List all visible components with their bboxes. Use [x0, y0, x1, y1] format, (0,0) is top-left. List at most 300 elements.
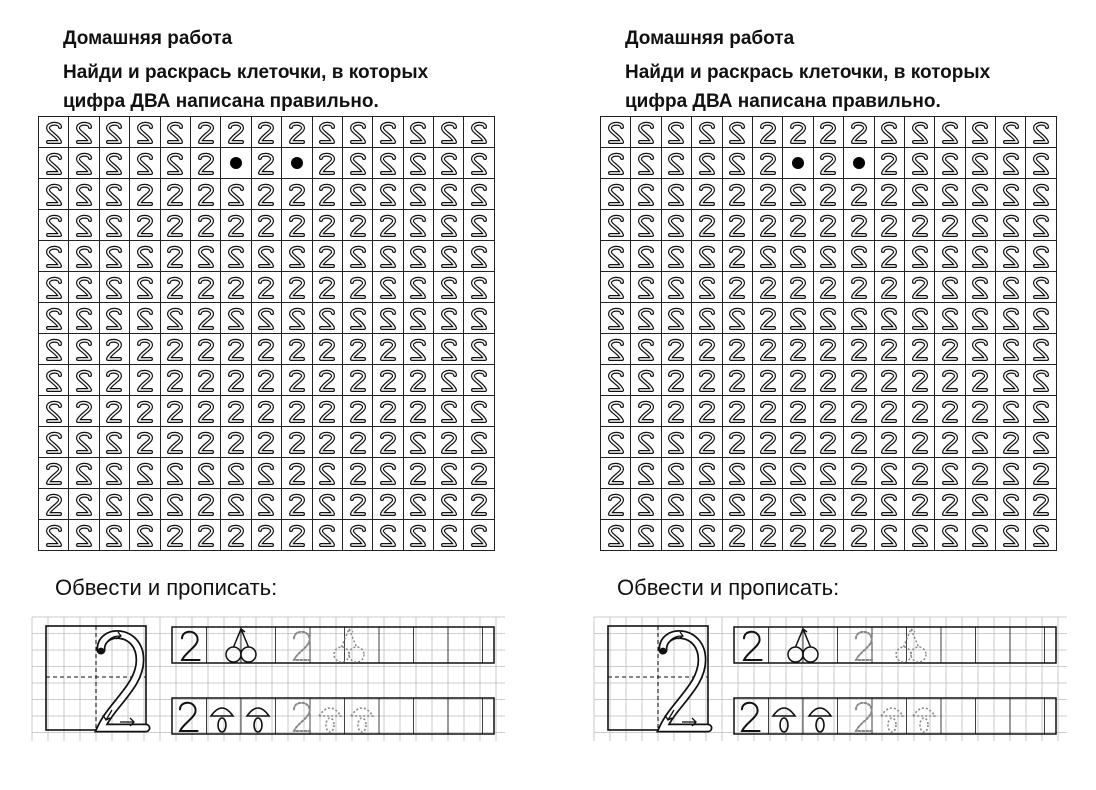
correct-two-cell[interactable]: [844, 117, 874, 148]
correct-two-cell[interactable]: [282, 117, 312, 148]
correct-two-cell[interactable]: [191, 489, 221, 520]
mirrored-two-cell[interactable]: [404, 272, 434, 303]
correct-two-cell[interactable]: [313, 272, 343, 303]
correct-two-cell[interactable]: [814, 179, 844, 210]
mirrored-two-cell[interactable]: [343, 148, 373, 179]
mirrored-two-cell[interactable]: [875, 458, 905, 489]
correct-two-cell[interactable]: [905, 458, 935, 489]
mirrored-two-cell[interactable]: [966, 117, 996, 148]
correct-two-cell[interactable]: [100, 365, 130, 396]
correct-two-cell[interactable]: [161, 272, 191, 303]
mirrored-two-cell[interactable]: [464, 396, 494, 427]
mirrored-two-cell[interactable]: [373, 520, 403, 551]
correct-two-cell[interactable]: [313, 365, 343, 396]
correct-two-cell[interactable]: [935, 365, 965, 396]
mirrored-two-cell[interactable]: [601, 241, 631, 272]
mirrored-two-cell[interactable]: [404, 241, 434, 272]
correct-two-cell[interactable]: [191, 427, 221, 458]
mirrored-two-cell[interactable]: [39, 210, 69, 241]
mirrored-two-cell[interactable]: [631, 458, 661, 489]
correct-two-cell[interactable]: [844, 489, 874, 520]
correct-two-cell[interactable]: [343, 365, 373, 396]
dot-cell[interactable]: [282, 148, 312, 179]
mirrored-two-cell[interactable]: [723, 489, 753, 520]
mirrored-two-cell[interactable]: [434, 520, 464, 551]
big-tracing-two[interactable]: [663, 635, 708, 728]
correct-two-cell[interactable]: [221, 396, 251, 427]
mirrored-two-cell[interactable]: [631, 365, 661, 396]
correct-two-cell[interactable]: [966, 396, 996, 427]
mirrored-two-cell[interactable]: [434, 489, 464, 520]
correct-two-cell[interactable]: [662, 365, 692, 396]
mirrored-two-cell[interactable]: [100, 179, 130, 210]
mirrored-two-cell[interactable]: [313, 489, 343, 520]
correct-two-cell[interactable]: [753, 396, 783, 427]
correct-two-cell[interactable]: [130, 334, 160, 365]
mirrored-two-cell[interactable]: [844, 303, 874, 334]
correct-two-cell[interactable]: [191, 210, 221, 241]
correct-two-cell[interactable]: [282, 365, 312, 396]
mirrored-two-cell[interactable]: [1026, 210, 1056, 241]
correct-two-cell[interactable]: [343, 334, 373, 365]
mirrored-two-cell[interactable]: [434, 179, 464, 210]
mirrored-two-cell[interactable]: [601, 365, 631, 396]
correct-two-cell[interactable]: [875, 272, 905, 303]
correct-two-cell[interactable]: [404, 396, 434, 427]
mirrored-two-cell[interactable]: [130, 489, 160, 520]
mirrored-two-cell[interactable]: [252, 303, 282, 334]
mirrored-two-cell[interactable]: [404, 303, 434, 334]
mirrored-two-cell[interactable]: [935, 241, 965, 272]
mirrored-two-cell[interactable]: [753, 458, 783, 489]
mirrored-two-cell[interactable]: [966, 241, 996, 272]
mirrored-two-cell[interactable]: [100, 148, 130, 179]
mirrored-two-cell[interactable]: [404, 489, 434, 520]
mirrored-two-cell[interactable]: [221, 303, 251, 334]
correct-two-cell[interactable]: [783, 117, 813, 148]
mirrored-two-cell[interactable]: [464, 334, 494, 365]
mirrored-two-cell[interactable]: [130, 241, 160, 272]
mirrored-two-cell[interactable]: [404, 334, 434, 365]
correct-two-cell[interactable]: [875, 148, 905, 179]
mirrored-two-cell[interactable]: [996, 365, 1026, 396]
mirrored-two-cell[interactable]: [631, 427, 661, 458]
mirrored-two-cell[interactable]: [343, 117, 373, 148]
mirrored-two-cell[interactable]: [1026, 303, 1056, 334]
correct-two-cell[interactable]: [723, 520, 753, 551]
mirrored-two-cell[interactable]: [783, 489, 813, 520]
mirrored-two-cell[interactable]: [844, 241, 874, 272]
mirrored-two-cell[interactable]: [662, 303, 692, 334]
correct-two-cell[interactable]: [1026, 489, 1056, 520]
correct-two-cell[interactable]: [161, 427, 191, 458]
mirrored-two-cell[interactable]: [130, 520, 160, 551]
mirrored-two-cell[interactable]: [39, 179, 69, 210]
correct-two-cell[interactable]: [783, 520, 813, 551]
mirrored-two-cell[interactable]: [1026, 334, 1056, 365]
mirrored-two-cell[interactable]: [373, 179, 403, 210]
mirrored-two-cell[interactable]: [601, 272, 631, 303]
correct-two-cell[interactable]: [723, 334, 753, 365]
correct-two-cell[interactable]: [723, 210, 753, 241]
mirrored-two-cell[interactable]: [692, 117, 722, 148]
mirrored-two-cell[interactable]: [631, 148, 661, 179]
correct-two-cell[interactable]: [282, 458, 312, 489]
mirrored-two-cell[interactable]: [996, 303, 1026, 334]
correct-two-cell[interactable]: [601, 458, 631, 489]
mirrored-two-cell[interactable]: [935, 520, 965, 551]
correct-two-cell[interactable]: [905, 334, 935, 365]
mirrored-two-cell[interactable]: [373, 241, 403, 272]
mirrored-two-cell[interactable]: [1026, 427, 1056, 458]
mirrored-two-cell[interactable]: [601, 303, 631, 334]
correct-two-cell[interactable]: [662, 396, 692, 427]
mirrored-two-cell[interactable]: [464, 179, 494, 210]
mirrored-two-cell[interactable]: [313, 520, 343, 551]
correct-two-cell[interactable]: [814, 427, 844, 458]
mirrored-two-cell[interactable]: [39, 396, 69, 427]
correct-two-cell[interactable]: [996, 427, 1026, 458]
correct-two-cell[interactable]: [875, 365, 905, 396]
correct-two-cell[interactable]: [844, 210, 874, 241]
mirrored-two-cell[interactable]: [434, 458, 464, 489]
mirrored-two-cell[interactable]: [39, 334, 69, 365]
mirrored-two-cell[interactable]: [191, 458, 221, 489]
mirrored-two-cell[interactable]: [662, 179, 692, 210]
mirrored-two-cell[interactable]: [39, 303, 69, 334]
mirrored-two-cell[interactable]: [631, 210, 661, 241]
correct-two-cell[interactable]: [252, 117, 282, 148]
mirrored-two-cell[interactable]: [69, 117, 99, 148]
mirrored-two-cell[interactable]: [221, 489, 251, 520]
correct-two-cell[interactable]: [221, 334, 251, 365]
correct-two-cell[interactable]: [221, 117, 251, 148]
mirrored-two-cell[interactable]: [221, 458, 251, 489]
correct-two-cell[interactable]: [313, 427, 343, 458]
mirrored-two-cell[interactable]: [814, 241, 844, 272]
correct-two-cell[interactable]: [935, 210, 965, 241]
mirrored-two-cell[interactable]: [39, 272, 69, 303]
mirrored-two-cell[interactable]: [221, 241, 251, 272]
mirrored-two-cell[interactable]: [343, 179, 373, 210]
mirrored-two-cell[interactable]: [905, 117, 935, 148]
mirrored-two-cell[interactable]: [1026, 396, 1056, 427]
correct-two-cell[interactable]: [39, 489, 69, 520]
correct-two-cell[interactable]: [373, 427, 403, 458]
correct-two-cell[interactable]: [723, 241, 753, 272]
mirrored-two-cell[interactable]: [966, 520, 996, 551]
correct-two-cell[interactable]: [875, 179, 905, 210]
mirrored-two-cell[interactable]: [601, 117, 631, 148]
mirrored-two-cell[interactable]: [905, 148, 935, 179]
correct-two-cell[interactable]: [723, 272, 753, 303]
correct-two-cell[interactable]: [161, 210, 191, 241]
mirrored-two-cell[interactable]: [161, 117, 191, 148]
mirrored-two-cell[interactable]: [631, 241, 661, 272]
mirrored-two-cell[interactable]: [723, 148, 753, 179]
mirrored-two-cell[interactable]: [905, 241, 935, 272]
correct-two-cell[interactable]: [191, 179, 221, 210]
mirrored-two-cell[interactable]: [875, 520, 905, 551]
mirrored-two-cell[interactable]: [404, 520, 434, 551]
mirrored-two-cell[interactable]: [373, 303, 403, 334]
correct-two-cell[interactable]: [282, 396, 312, 427]
correct-two-cell[interactable]: [935, 334, 965, 365]
correct-two-cell[interactable]: [343, 272, 373, 303]
correct-two-cell[interactable]: [252, 272, 282, 303]
mirrored-two-cell[interactable]: [100, 520, 130, 551]
correct-two-cell[interactable]: [313, 210, 343, 241]
correct-two-cell[interactable]: [130, 427, 160, 458]
mirrored-two-cell[interactable]: [631, 303, 661, 334]
correct-two-cell[interactable]: [753, 210, 783, 241]
correct-two-cell[interactable]: [814, 520, 844, 551]
mirrored-two-cell[interactable]: [69, 241, 99, 272]
mirrored-two-cell[interactable]: [692, 520, 722, 551]
mirrored-two-cell[interactable]: [100, 272, 130, 303]
mirrored-two-cell[interactable]: [662, 489, 692, 520]
mirrored-two-cell[interactable]: [814, 303, 844, 334]
mirrored-two-cell[interactable]: [692, 458, 722, 489]
dot-cell[interactable]: [844, 148, 874, 179]
mirrored-two-cell[interactable]: [1026, 520, 1056, 551]
mirrored-two-cell[interactable]: [434, 210, 464, 241]
mirrored-two-cell[interactable]: [434, 241, 464, 272]
correct-two-cell[interactable]: [404, 365, 434, 396]
mirrored-two-cell[interactable]: [404, 148, 434, 179]
correct-two-cell[interactable]: [753, 520, 783, 551]
mirrored-two-cell[interactable]: [39, 117, 69, 148]
mirrored-two-cell[interactable]: [875, 117, 905, 148]
mirrored-two-cell[interactable]: [662, 148, 692, 179]
correct-two-cell[interactable]: [692, 396, 722, 427]
mirrored-two-cell[interactable]: [723, 303, 753, 334]
mirrored-two-cell[interactable]: [631, 489, 661, 520]
mirrored-two-cell[interactable]: [783, 241, 813, 272]
mirrored-two-cell[interactable]: [996, 489, 1026, 520]
correct-two-cell[interactable]: [631, 396, 661, 427]
correct-two-cell[interactable]: [723, 179, 753, 210]
correct-two-cell[interactable]: [282, 427, 312, 458]
correct-two-cell[interactable]: [783, 427, 813, 458]
correct-two-cell[interactable]: [464, 458, 494, 489]
correct-two-cell[interactable]: [783, 365, 813, 396]
mirrored-two-cell[interactable]: [692, 489, 722, 520]
mirrored-two-cell[interactable]: [434, 334, 464, 365]
correct-two-cell[interactable]: [753, 179, 783, 210]
mirrored-two-cell[interactable]: [464, 210, 494, 241]
mirrored-two-cell[interactable]: [69, 272, 99, 303]
mirrored-two-cell[interactable]: [69, 427, 99, 458]
correct-two-cell[interactable]: [373, 210, 403, 241]
correct-two-cell[interactable]: [313, 334, 343, 365]
correct-two-cell[interactable]: [753, 303, 783, 334]
correct-two-cell[interactable]: [191, 334, 221, 365]
correct-two-cell[interactable]: [373, 334, 403, 365]
correct-two-cell[interactable]: [783, 210, 813, 241]
correct-two-cell[interactable]: [343, 489, 373, 520]
correct-two-cell[interactable]: [282, 179, 312, 210]
mirrored-two-cell[interactable]: [39, 241, 69, 272]
mirrored-two-cell[interactable]: [935, 458, 965, 489]
mirrored-two-cell[interactable]: [631, 520, 661, 551]
correct-two-cell[interactable]: [783, 396, 813, 427]
correct-two-cell[interactable]: [844, 458, 874, 489]
mirrored-two-cell[interactable]: [464, 148, 494, 179]
mirrored-two-cell[interactable]: [631, 117, 661, 148]
mirrored-two-cell[interactable]: [252, 458, 282, 489]
correct-two-cell[interactable]: [905, 365, 935, 396]
correct-two-cell[interactable]: [905, 489, 935, 520]
correct-two-cell[interactable]: [343, 427, 373, 458]
mirrored-two-cell[interactable]: [966, 210, 996, 241]
mirrored-two-cell[interactable]: [814, 489, 844, 520]
correct-two-cell[interactable]: [39, 458, 69, 489]
mirrored-two-cell[interactable]: [282, 241, 312, 272]
mirrored-two-cell[interactable]: [996, 117, 1026, 148]
correct-two-cell[interactable]: [69, 396, 99, 427]
mirrored-two-cell[interactable]: [464, 427, 494, 458]
mirrored-two-cell[interactable]: [313, 117, 343, 148]
mirrored-two-cell[interactable]: [191, 241, 221, 272]
mirrored-two-cell[interactable]: [161, 148, 191, 179]
correct-two-cell[interactable]: [753, 427, 783, 458]
mirrored-two-cell[interactable]: [1026, 241, 1056, 272]
correct-two-cell[interactable]: [601, 489, 631, 520]
big-tracing-two[interactable]: [101, 635, 146, 728]
mirrored-two-cell[interactable]: [404, 179, 434, 210]
mirrored-two-cell[interactable]: [814, 458, 844, 489]
mirrored-two-cell[interactable]: [69, 365, 99, 396]
mirrored-two-cell[interactable]: [39, 365, 69, 396]
mirrored-two-cell[interactable]: [100, 210, 130, 241]
mirrored-two-cell[interactable]: [130, 117, 160, 148]
correct-two-cell[interactable]: [723, 396, 753, 427]
correct-two-cell[interactable]: [844, 427, 874, 458]
mirrored-two-cell[interactable]: [404, 210, 434, 241]
correct-two-cell[interactable]: [905, 272, 935, 303]
mirrored-two-cell[interactable]: [1026, 179, 1056, 210]
mirrored-two-cell[interactable]: [601, 179, 631, 210]
correct-two-cell[interactable]: [282, 334, 312, 365]
mirrored-two-cell[interactable]: [130, 458, 160, 489]
correct-two-cell[interactable]: [875, 334, 905, 365]
mirrored-two-cell[interactable]: [601, 427, 631, 458]
correct-two-cell[interactable]: [252, 179, 282, 210]
correct-two-cell[interactable]: [753, 148, 783, 179]
mirrored-two-cell[interactable]: [996, 148, 1026, 179]
mirrored-two-cell[interactable]: [434, 303, 464, 334]
correct-two-cell[interactable]: [844, 272, 874, 303]
mirrored-two-cell[interactable]: [723, 117, 753, 148]
mirrored-two-cell[interactable]: [69, 303, 99, 334]
mirrored-two-cell[interactable]: [753, 241, 783, 272]
correct-two-cell[interactable]: [161, 334, 191, 365]
mirrored-two-cell[interactable]: [783, 303, 813, 334]
correct-two-cell[interactable]: [434, 427, 464, 458]
correct-two-cell[interactable]: [844, 365, 874, 396]
mirrored-two-cell[interactable]: [601, 520, 631, 551]
correct-two-cell[interactable]: [966, 365, 996, 396]
correct-two-cell[interactable]: [191, 365, 221, 396]
mirrored-two-cell[interactable]: [464, 520, 494, 551]
mirrored-two-cell[interactable]: [996, 396, 1026, 427]
mirrored-two-cell[interactable]: [343, 303, 373, 334]
mirrored-two-cell[interactable]: [100, 489, 130, 520]
mirrored-two-cell[interactable]: [723, 458, 753, 489]
mirrored-two-cell[interactable]: [601, 396, 631, 427]
correct-two-cell[interactable]: [905, 210, 935, 241]
mirrored-two-cell[interactable]: [662, 117, 692, 148]
mirrored-two-cell[interactable]: [373, 458, 403, 489]
correct-two-cell[interactable]: [753, 489, 783, 520]
dot-cell[interactable]: [783, 148, 813, 179]
correct-two-cell[interactable]: [935, 489, 965, 520]
mirrored-two-cell[interactable]: [39, 520, 69, 551]
correct-two-cell[interactable]: [692, 427, 722, 458]
mirrored-two-cell[interactable]: [221, 179, 251, 210]
mirrored-two-cell[interactable]: [1026, 272, 1056, 303]
mirrored-two-cell[interactable]: [996, 179, 1026, 210]
correct-two-cell[interactable]: [191, 272, 221, 303]
mirrored-two-cell[interactable]: [100, 303, 130, 334]
correct-two-cell[interactable]: [905, 396, 935, 427]
mirrored-two-cell[interactable]: [69, 489, 99, 520]
mirrored-two-cell[interactable]: [662, 458, 692, 489]
correct-two-cell[interactable]: [814, 365, 844, 396]
correct-two-cell[interactable]: [723, 427, 753, 458]
correct-two-cell[interactable]: [221, 210, 251, 241]
mirrored-two-cell[interactable]: [935, 272, 965, 303]
correct-two-cell[interactable]: [252, 520, 282, 551]
mirrored-two-cell[interactable]: [1026, 117, 1056, 148]
correct-two-cell[interactable]: [252, 334, 282, 365]
correct-two-cell[interactable]: [191, 148, 221, 179]
correct-two-cell[interactable]: [464, 489, 494, 520]
correct-two-cell[interactable]: [191, 520, 221, 551]
correct-two-cell[interactable]: [905, 427, 935, 458]
correct-two-cell[interactable]: [100, 334, 130, 365]
mirrored-two-cell[interactable]: [601, 334, 631, 365]
mirrored-two-cell[interactable]: [130, 148, 160, 179]
mirrored-two-cell[interactable]: [404, 427, 434, 458]
correct-two-cell[interactable]: [313, 396, 343, 427]
mirrored-two-cell[interactable]: [935, 148, 965, 179]
correct-two-cell[interactable]: [814, 148, 844, 179]
mirrored-two-cell[interactable]: [905, 179, 935, 210]
mirrored-two-cell[interactable]: [996, 334, 1026, 365]
mirrored-two-cell[interactable]: [313, 458, 343, 489]
correct-two-cell[interactable]: [343, 210, 373, 241]
mirrored-two-cell[interactable]: [252, 241, 282, 272]
mirrored-two-cell[interactable]: [161, 303, 191, 334]
correct-two-cell[interactable]: [753, 365, 783, 396]
mirrored-two-cell[interactable]: [996, 458, 1026, 489]
mirrored-two-cell[interactable]: [996, 210, 1026, 241]
correct-two-cell[interactable]: [373, 396, 403, 427]
correct-two-cell[interactable]: [723, 365, 753, 396]
mirrored-two-cell[interactable]: [343, 241, 373, 272]
correct-two-cell[interactable]: [373, 489, 403, 520]
mirrored-two-cell[interactable]: [464, 241, 494, 272]
mirrored-two-cell[interactable]: [662, 272, 692, 303]
mirrored-two-cell[interactable]: [161, 458, 191, 489]
mirrored-two-cell[interactable]: [966, 303, 996, 334]
mirrored-two-cell[interactable]: [434, 272, 464, 303]
mirrored-two-cell[interactable]: [905, 520, 935, 551]
correct-two-cell[interactable]: [1026, 458, 1056, 489]
mirrored-two-cell[interactable]: [434, 117, 464, 148]
